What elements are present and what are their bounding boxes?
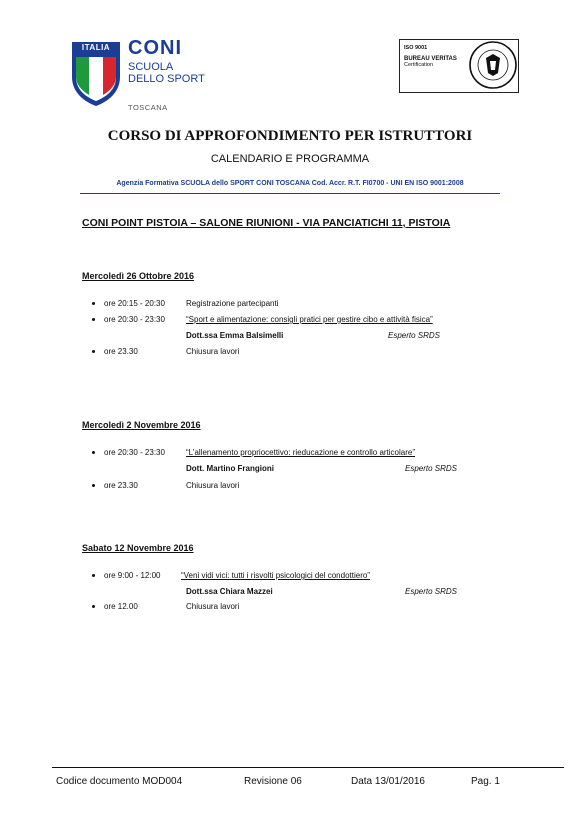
logo-country-label: ITALIA xyxy=(81,43,111,52)
item-time: ore 9:00 - 12:00 xyxy=(104,571,161,580)
item-time: ore 12.00 xyxy=(104,602,138,611)
footer-document-code: Codice documento MOD004 xyxy=(56,776,183,787)
item-description: Chiusura lavori xyxy=(186,347,240,356)
item-time: ore 20:15 - 20:30 xyxy=(104,299,165,308)
bureau-veritas-seal xyxy=(468,40,518,90)
item-description: “Veni vidi vici: tutti i risvolti psicologici del condottiero” xyxy=(181,571,370,580)
bullet-icon xyxy=(92,318,95,321)
speaker-role: Esperto SRDS xyxy=(405,464,458,473)
item-time: ore 23.30 xyxy=(104,481,138,490)
document-title: CORSO DI APPROFONDIMENTO PER ISTRUTTORI xyxy=(107,128,473,144)
logo-line-2: DELLO SPORT xyxy=(128,73,205,85)
venue-heading: CONI POINT PISTOIA – SALONE RIUNIONI - VIA PANCIATICHI 11, PISTOIA xyxy=(82,217,451,229)
item-description: Registrazione partecipanti xyxy=(186,299,279,308)
item-description: Chiusura lavori xyxy=(186,602,240,611)
footer-divider xyxy=(52,767,564,768)
cert-org: BUREAU VERITAS xyxy=(404,56,457,62)
logo-region: TOSCANA xyxy=(128,103,168,112)
item-time: ore 20:30 - 23:30 xyxy=(104,448,165,457)
footer-page-number: Pag. 1 xyxy=(471,776,500,787)
speaker-name: Dott.ssa Emma Balsimelli xyxy=(186,331,284,340)
bullet-icon xyxy=(92,302,95,305)
cert-iso: ISO 9001 xyxy=(404,45,428,51)
bullet-icon xyxy=(92,605,95,608)
header-divider xyxy=(80,193,500,194)
logo-subtitle xyxy=(128,61,205,85)
cert-label: Certification xyxy=(404,62,434,68)
item-description: “L’allenamento propriocettivo: rieducazione e controllo articolare” xyxy=(186,448,416,457)
speaker-name: Dott. Martino Frangioni xyxy=(186,464,274,473)
day-heading: Mercoledì 26 Ottobre 2016 xyxy=(82,271,195,281)
day-heading: Sabato 12 Novembre 2016 xyxy=(82,543,194,553)
logo-line-1: SCUOLA xyxy=(128,61,174,73)
footer-date: Data 13/01/2016 xyxy=(351,776,425,787)
speaker-role: Esperto SRDS xyxy=(388,331,441,340)
speaker-role: Esperto SRDS xyxy=(405,587,458,596)
bullet-icon xyxy=(92,350,95,353)
bullet-icon xyxy=(92,451,95,454)
bullet-icon xyxy=(92,484,95,487)
speaker-name: Dott.ssa Chiara Mazzei xyxy=(186,587,273,596)
bullet-icon xyxy=(92,574,95,577)
item-description: “Sport e alimentazione: consigli pratici per gestire cibo e attività fisica” xyxy=(186,315,433,324)
logo-name: CONI xyxy=(128,37,182,59)
certification-text xyxy=(404,45,457,68)
agency-line: Agenzia Formativa SCUOLA dello SPORT CONI TOSCANA Cod. Accr. R.T. FI0700 - UNI EN ISO 9001:2008 xyxy=(116,180,464,187)
item-description: Chiusura lavori xyxy=(186,481,240,490)
footer-revision: Revisione 06 xyxy=(244,776,302,787)
day-heading: Mercoledì 2 Novembre 2016 xyxy=(82,420,201,430)
item-time: ore 23.30 xyxy=(104,347,138,356)
item-time: ore 20:30 - 23:30 xyxy=(104,315,165,324)
document-subtitle: CALENDARIO E PROGRAMMA xyxy=(210,153,370,165)
